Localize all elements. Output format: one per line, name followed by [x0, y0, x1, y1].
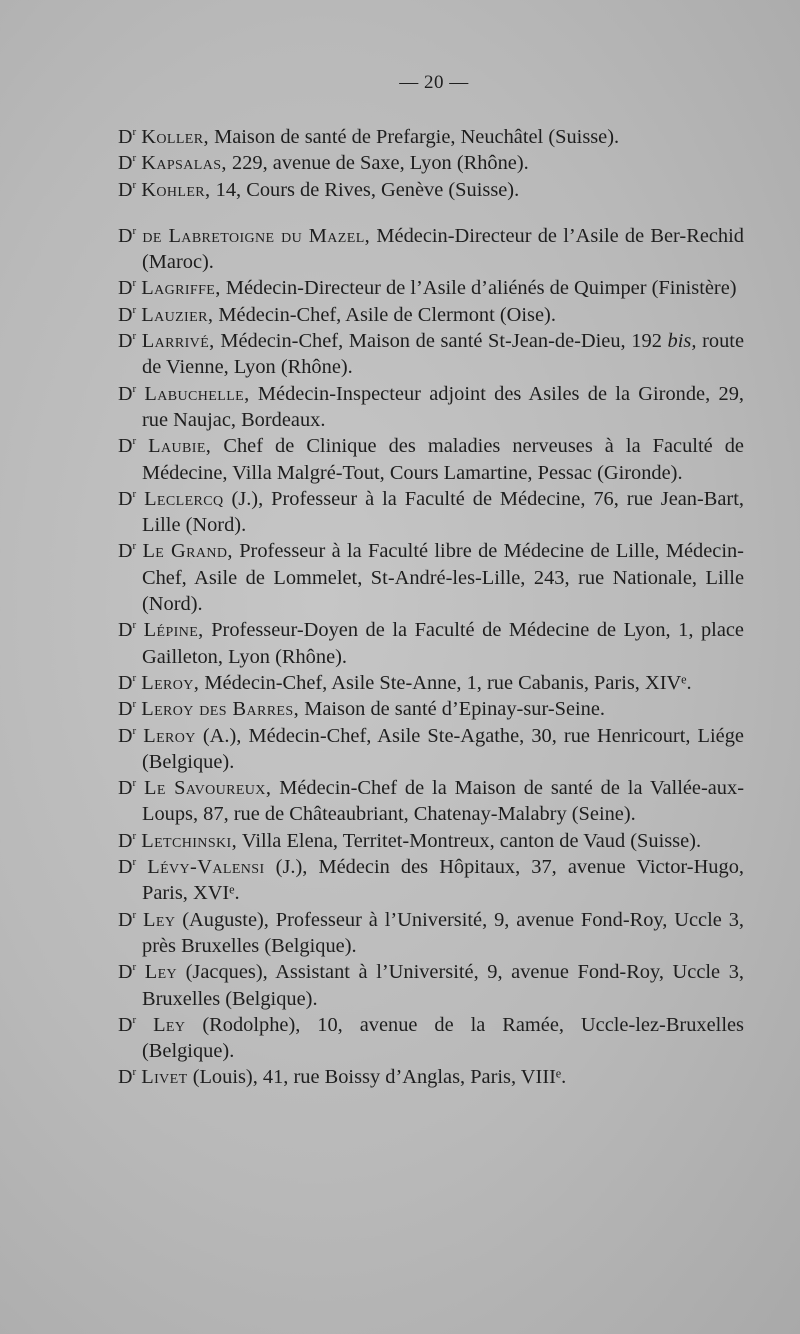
entry-description: Professeur à la Faculté libre de Médecine de Lille, Médecin-Chef, Asile de Lommelet, St-André-les-Lille, 243, rue Nationale, Lille (Nord).: [142, 540, 744, 616]
directory-entry: [118, 124, 744, 150]
entry-title: $D^r$: [118, 126, 137, 148]
entry-name: Ley: [143, 908, 176, 931]
entry-description: (A.), Médecin-Chef, Asile Ste-Agathe, 30, rue Henricourt, Liége (Belgique).: [142, 724, 744, 773]
entry-title: $D^r$: [118, 178, 137, 201]
directory-entry: [118, 486, 744, 539]
entry-description: (Louis), 41, rue Boissy d’Anglas, Paris, VIIIᵉ.: [192, 1066, 567, 1089]
entry-name: Laubie,: [148, 435, 212, 458]
entry-name: Larrivé,: [141, 330, 215, 353]
entry-description: Maison de santé d’Epinay-sur-Seine.: [304, 698, 606, 721]
entry-title: $D^r$: [118, 961, 137, 984]
entry-title: $D^r$: [118, 856, 137, 879]
directory-entry: [118, 275, 744, 301]
entry-description: Professeur-Doyen de la Faculté de Médecine de Lyon, 1, place Gailleton, Lyon (Rhône).: [142, 619, 744, 668]
entry-title: $D^r$: [118, 487, 137, 510]
entry-description: 14, Cours de Rives, Genève (Suisse).: [215, 178, 520, 201]
entry-name: Lévy-Valensi: [147, 856, 265, 879]
entry-description: (J.), Professeur à la Faculté de Médecine, 76, rue Jean-Bart, Lille (Nord).: [142, 487, 744, 537]
entry-name: Kohler,: [141, 178, 211, 201]
entry-title: $D^r$: [118, 303, 137, 326]
entry-description: Médecin-Directeur de l’Asile de Ber-Rechid (Maroc).: [142, 224, 744, 274]
entry-name: Kapsalas,: [141, 152, 227, 175]
entry-name: Ley: [144, 961, 178, 984]
entry-description: Médecin-Chef, Maison de santé St-Jean-de-Dieu,: [220, 330, 626, 353]
entry-name: Lagriffe,: [141, 277, 221, 300]
entry-description: Maison de santé de Prefargie, Neuchâtel (Suisse).: [214, 126, 620, 148]
entry-title: $D^r$: [118, 698, 137, 721]
directory-entry: [118, 381, 744, 434]
directory-entry: [118, 854, 744, 907]
entry-name: Leroy des Barres,: [141, 698, 300, 721]
entry-description: Médecin-Chef, Asile Ste-Anne, 1, rue Cabanis, Paris, XIVᵉ.: [204, 671, 692, 694]
entry-name: Letchinski,: [141, 829, 238, 852]
entry-description: Médecin-Directeur de l’Asile d’aliénés de Quimper (Finistère): [225, 277, 737, 300]
entry-description: Chef de Clinique des maladies nerveuses à la Faculté de Médecine, Villa Malgré-Tout, Cours Lamartine, Pessac (Gironde).: [142, 435, 744, 484]
directory-entry: [118, 223, 744, 276]
directory-entry: [118, 433, 744, 486]
directory-entry: [118, 775, 744, 828]
directory-entry: [118, 696, 744, 722]
entry-description: Médecin-Chef, Asile de Clermont (Oise).: [218, 303, 556, 326]
directory-entry: [118, 1064, 744, 1090]
directory-entry: [118, 907, 744, 960]
entry-name: Leclercq: [144, 487, 224, 510]
entry-name: Lauzier,: [141, 303, 214, 326]
entry-title: $D^r$: [118, 224, 137, 247]
entry-description: Villa Elena, Territet-Montreux, canton de Vaud (Suisse).: [241, 829, 702, 852]
entry-description: Médecin-Chef de la Maison de santé de la Vallée-aux-Loups, 87, rue de Châteaubriant, Chatenay-Malabry (Seine).: [142, 777, 744, 826]
entry-name: Livet: [141, 1066, 188, 1089]
directory-entry: [118, 828, 744, 854]
entry-title: $D^r$: [118, 152, 137, 175]
directory-entry: [118, 617, 744, 670]
page-number: — 20 —: [399, 72, 469, 93]
entry-name: Lépine,: [143, 619, 204, 642]
entry-title: $D^r$: [118, 330, 137, 353]
entry-description: (J.), Médecin des Hôpitaux, 37, avenue Victor-Hugo, Paris, XVIᵉ.: [142, 856, 744, 905]
entry-title: $D^r$: [118, 540, 137, 563]
entry-name: Leroy: [143, 724, 196, 747]
entry-title: $D^r$: [118, 619, 137, 642]
entry-title: $D^r$: [118, 1066, 137, 1089]
directory-entry: [118, 150, 744, 176]
entry-name: Labuchelle,: [144, 382, 250, 405]
entry-description: 192: [631, 330, 662, 353]
entry-title: $D^r$: [118, 777, 137, 800]
directory-list: [118, 124, 744, 1091]
entry-description: (Jacques), Assistant à l’Université, 9, avenue Fond-Roy, Uccle 3, Bruxelles (Belgique).: [142, 961, 744, 1010]
directory-entry: [118, 538, 744, 617]
entry-description: route de Vienne, Lyon (Rhône).: [142, 330, 745, 379]
entry-name: Leroy,: [141, 671, 200, 694]
entry-name: Le Savoureux,: [144, 777, 272, 800]
entry-description-italic: bis,: [667, 330, 697, 353]
entry-name: Koller,: [141, 126, 209, 148]
entry-title: $D^r$: [118, 724, 137, 747]
entry-title: $D^r$: [118, 277, 137, 300]
directory-entry: [118, 302, 744, 328]
entry-title: $D^r$: [118, 908, 137, 931]
entry-description: (Auguste), Professeur à l’Université, 9, avenue Fond-Roy, Uccle 3, près Bruxelles (Belgique).: [142, 908, 744, 957]
entry-name: Ley: [153, 1013, 186, 1036]
directory-entry: [118, 959, 744, 1012]
entry-title: $D^r$: [118, 435, 137, 458]
entry-description: Médecin-Inspecteur adjoint des Asiles de la Gironde, 29, rue Naujac, Bordeaux.: [142, 382, 744, 431]
directory-entry: [118, 1012, 744, 1065]
directory-entry: [118, 670, 744, 696]
entry-description: (Rodolphe), 10, avenue de la Ramée, Uccle-lez-Bruxelles (Belgique).: [142, 1013, 744, 1063]
directory-entry: [118, 177, 744, 203]
entry-title: $D^r$: [118, 1013, 137, 1036]
entry-name: de Labretoigne du Mazel,: [142, 224, 371, 247]
entry-title: $D^r$: [118, 829, 137, 852]
entry-title: $D^r$: [118, 382, 137, 405]
entry-name: Le Grand,: [142, 540, 233, 563]
entry-title: $D^r$: [118, 671, 137, 694]
directory-entry: [118, 328, 744, 381]
entry-description: 229, avenue de Saxe, Lyon (Rhône).: [232, 152, 529, 175]
directory-entry: [118, 723, 744, 776]
